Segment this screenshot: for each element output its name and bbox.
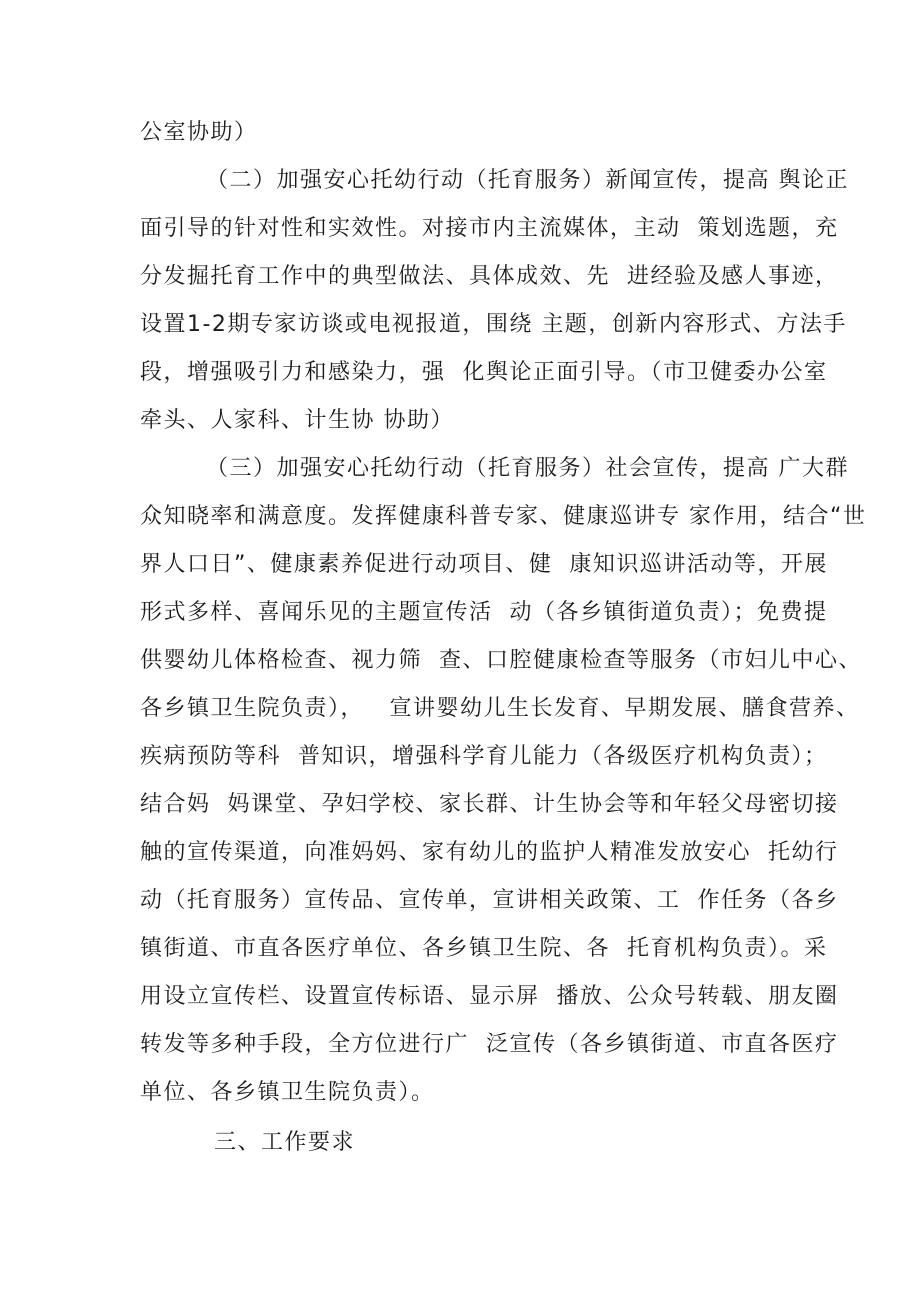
text-line: 公室协助） [140,120,258,145]
text-line: 界人口日”、健康素养促进行动项目、健 康知识巡讲活动等，开展 [140,552,828,577]
text-line: 各乡镇卫生院负责）， 宣讲婴幼儿生长发育、早期发展、膳食营养、 [140,696,860,721]
text-line: 结合妈 妈课堂、孕妇学校、家长群、计生协会等和年轻父母密切接 [140,792,839,817]
paragraph-2-start: （二）加强安心托幼行动（托育服务）新闻宣传，提高 舆论正 [206,168,849,193]
text-line: 分发掘托育工作中的典型做法、具体成效、先 进经验及感人事迹， [140,264,839,289]
text-line: 设置1-2期专家访谈或电视报道，围绕 主题，创新内容形式、方法手 [140,312,847,337]
paragraph-3-start: （三）加强安心托幼行动（托育服务）社会宣传，提高 广大群 [206,456,849,481]
text-line: 众知晓率和满意度。发挥健康科普专家、健康巡讲专 家作用，结合“世 [140,504,867,529]
text-line: 牵头、人家科、计生协 协助） [140,408,454,433]
text-line: 触的宣传渠道，向准妈妈、家有幼儿的监护人精准发放安心 托幼行 [140,840,839,865]
text-line: 动（托育服务）宣传品、宣传单，宣讲相关政策、工 作任务（各乡 [140,888,839,913]
section-heading: 三、工作要求 [214,1130,356,1155]
text-line: 段，增强吸引力和感染力，强 化舆论正面引导。（市卫健委办公室 [140,360,828,385]
text-line: 供婴幼儿体格检查、视力筛 查、口腔健康检查等服务（市妇儿中心、 [140,648,862,673]
text-line: 单位、各乡镇卫生院负责）。 [140,1080,435,1105]
text-line: 疾病预防等科 普知识，增强科学育儿能力（各级医疗机构负责）； [140,744,828,769]
text-line: 用设立宣传栏、设置宣传标语、显示屏 播放、公众号转载、朋友圈 [140,984,839,1009]
text-line: 镇街道、市直各医疗单位、各乡镇卫生院、各 托育机构负责）。采 [140,936,828,961]
text-line: 转发等多种手段，全方位进行广 泛宣传（各乡镇街道、市直各医疗 [140,1032,839,1057]
text-line: 形式多样、喜闻乐见的主题宣传活 动（各乡镇街道负责）；免费提 [140,600,828,625]
text-line: 面引导的针对性和实效性。对接市内主流媒体，主动 策划选题，充 [140,216,839,241]
